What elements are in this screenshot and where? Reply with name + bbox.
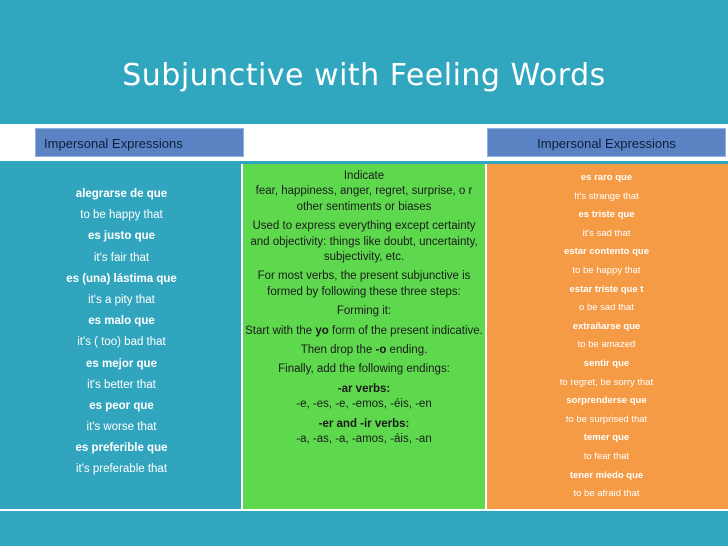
right-item-english: o be sad that — [579, 302, 634, 314]
right-item-spanish: estar contento que — [564, 246, 649, 258]
step-finally: Finally, add the following endings: — [278, 363, 450, 376]
right-item-english: It's strange that — [574, 190, 639, 202]
ar-label-text: -ar verbs: — [337, 382, 391, 395]
left-item-spanish: es malo que — [88, 315, 155, 328]
left-item-spanish: es justo que — [87, 230, 156, 243]
right-item-spanish: estar triste que t — [569, 283, 644, 295]
formed-text: For most verbs, the present subjunctive is formed by following these three steps: — [257, 270, 471, 298]
header-left: Impersonal Expressions — [35, 128, 244, 157]
step-start — [245, 324, 483, 339]
right-item-spanish: es raro que — [580, 172, 633, 183]
right-item-spanish: sentir que — [583, 357, 630, 369]
left-item-english: it's a pity that — [88, 293, 155, 306]
header-right: Impersonal Expressions — [487, 128, 726, 157]
left-expression-list — [0, 184, 243, 481]
er-label-text: -er and -ir verbs: — [318, 417, 410, 430]
right-item-english: to regret, be sorry that — [559, 376, 654, 388]
right-item-english: to be happy that — [572, 264, 641, 276]
bottom-band — [0, 509, 728, 546]
step-drop-bold: -o — [375, 344, 387, 357]
ar-label — [245, 382, 483, 397]
left-item-spanish: es (una) lástima que — [66, 272, 177, 285]
right-item-spanish: sorprenderse que — [566, 395, 647, 407]
indicate-heading: Indicate — [343, 170, 385, 182]
right-expression-list — [487, 169, 726, 504]
step-drop — [245, 343, 483, 358]
left-item-english: it's worse that — [86, 421, 157, 434]
step-start-post: form of the present indicative. — [328, 324, 483, 337]
left-item-english: to be happy that — [80, 209, 163, 222]
right-item-english: to fear that — [583, 450, 630, 462]
left-item-english: it's preferable that — [75, 463, 168, 476]
er-label — [245, 417, 483, 432]
step-start-pre: Start with the — [245, 324, 316, 337]
step-drop-post: ending. — [386, 344, 428, 357]
left-item-english: it's fair that — [93, 251, 150, 264]
slide-title: Subjunctive with Feeling Words — [122, 58, 606, 93]
used-text: Used to express everything except certainty and objectivity: things like doubt, uncertainty, subjectivity, etc. — [250, 220, 478, 264]
left-item-english: it's better that — [87, 378, 156, 391]
indicate-body: fear, happiness, anger, regret, surprise, o r other sentiments or biases — [255, 185, 473, 213]
right-item-spanish: tener miedo que — [569, 469, 644, 481]
right-item-english: to be amazed — [577, 339, 636, 351]
left-item-spanish: es preferible que — [75, 442, 168, 455]
right-item-english: to be surprised that — [565, 413, 648, 425]
er-endings: -a, -as, -a, -amos, -áis, -an — [296, 433, 432, 446]
right-item-spanish: es triste que — [578, 209, 635, 221]
right-item-spanish: extrañarse que — [572, 320, 641, 332]
ar-endings: -e, -es, -e, -emos, -éis, -en — [296, 398, 432, 411]
left-item-spanish: es mejor que — [86, 357, 157, 370]
right-item-english: it's sad that — [582, 227, 631, 239]
left-item-spanish: es peor que — [89, 399, 154, 412]
right-item-spanish: temer que — [583, 432, 630, 444]
step-drop-pre: Then drop the — [300, 344, 376, 357]
middle-explanation — [245, 169, 483, 448]
right-item-english: to be afraid that — [573, 488, 640, 500]
left-item-spanish: alegrarse de que — [75, 188, 168, 200]
forming-heading: Forming it: — [336, 305, 392, 318]
left-item-english: it's ( too) bad that — [77, 336, 166, 349]
step-start-bold: yo — [315, 324, 329, 337]
